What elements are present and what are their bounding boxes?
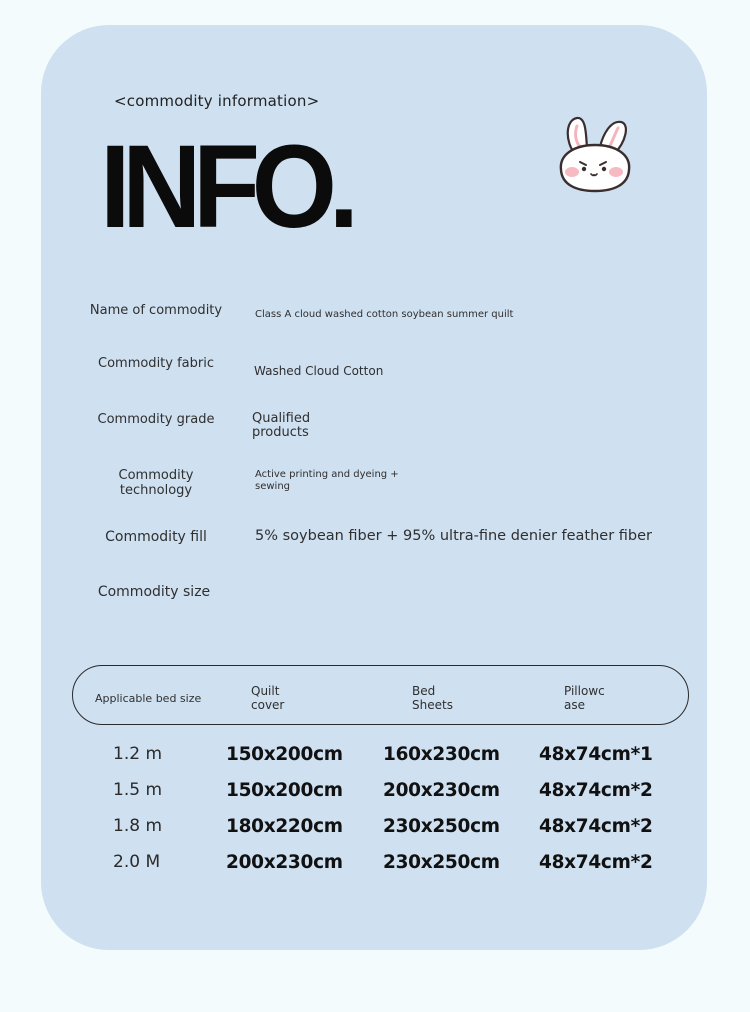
detail-label: Commodity technology xyxy=(118,468,194,498)
header-quilt-cover: Quilt cover xyxy=(251,684,285,712)
bed-sheet-cell: 230x250cm xyxy=(383,816,500,837)
detail-value: 5% soybean fiber + 95% ultra-fine denier feather fiber xyxy=(255,528,653,544)
detail-value: Class A cloud washed cotton soybean summer quilt xyxy=(255,309,514,320)
detail-label: Commodity grade xyxy=(97,412,215,427)
header-pillowcase: Pillowcase xyxy=(564,684,605,712)
table-row xyxy=(0,816,750,846)
detail-value: Qualified products xyxy=(252,411,311,440)
header-bed-sheets: Bed Sheets xyxy=(412,684,453,712)
bed-size-cell: 2.0 M xyxy=(113,852,161,872)
bed-size-cell: 1.8 m xyxy=(113,816,162,836)
page-title: INFO. xyxy=(100,121,351,253)
bed-sheet-cell: 230x250cm xyxy=(383,852,500,873)
pillowcase-cell: 48x74cm*2 xyxy=(539,780,653,801)
table-row xyxy=(0,852,750,882)
detail-label: Commodity fabric xyxy=(98,356,214,371)
detail-label: Name of commodity xyxy=(89,303,223,318)
detail-value: Active printing and dyeing + sewing xyxy=(255,469,399,492)
bed-size-cell: 1.5 m xyxy=(113,780,162,800)
subtitle: <commodity information> xyxy=(114,92,320,110)
quilt-cover-cell: 180x220cm xyxy=(226,816,343,837)
quilt-cover-cell: 150x200cm xyxy=(226,780,343,801)
bed-sheet-cell: 160x230cm xyxy=(383,744,500,765)
pillowcase-cell: 48x74cm*1 xyxy=(539,744,653,765)
bed-sheet-cell: 200x230cm xyxy=(383,780,500,801)
table-row xyxy=(0,744,750,774)
detail-label: Commodity size xyxy=(97,584,211,600)
quilt-cover-cell: 150x200cm xyxy=(226,744,343,765)
pillowcase-cell: 48x74cm*2 xyxy=(539,852,653,873)
pillowcase-cell: 48x74cm*2 xyxy=(539,816,653,837)
bed-size-cell: 1.2 m xyxy=(113,744,162,764)
table-row xyxy=(0,780,750,810)
quilt-cover-cell: 200x230cm xyxy=(226,852,343,873)
detail-value: Washed Cloud Cotton xyxy=(254,364,384,378)
bunny-icon xyxy=(553,114,637,196)
header-bed-size: Applicable bed size xyxy=(95,692,202,705)
detail-label: Commodity fill xyxy=(105,529,207,545)
